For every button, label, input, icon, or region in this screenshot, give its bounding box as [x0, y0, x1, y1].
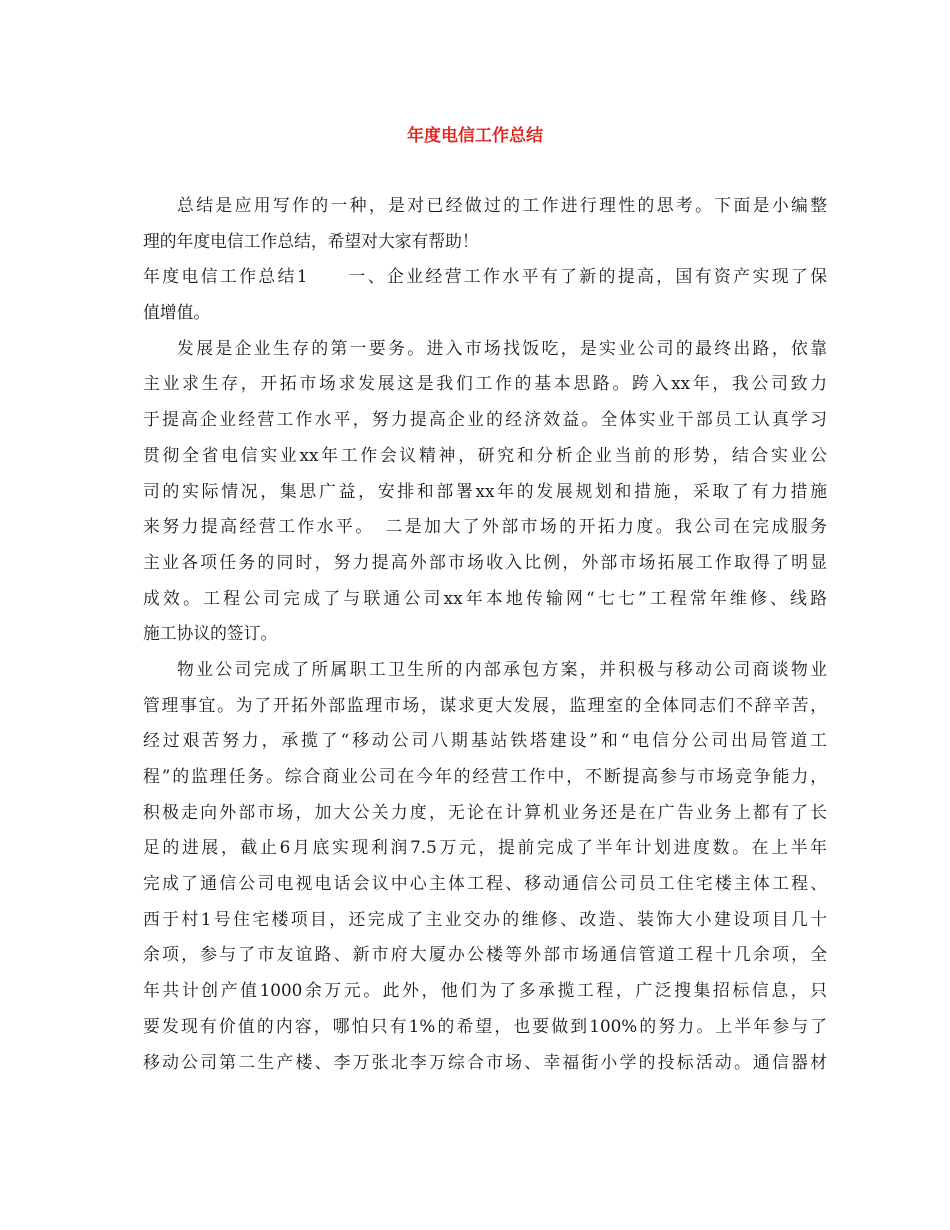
text-line: 成效。工程公司完成了与联通公司xx年本地传输网“七七”工程常年维修、线路	[143, 587, 827, 608]
text-line: 余项，参与了市友谊路、新市府大厦办公楼等外部市场通信管道工程十几余项，全	[143, 944, 827, 965]
text-line: 程”的监理任务。综合商业公司在今年的经营工作中，不断提高参与市场竞争能力，	[143, 766, 827, 786]
text-line: 主业各项任务的同时，努力提高外部市场收入比例，外部市场拓展工作取得了明显	[143, 551, 827, 572]
text-line: 于提高企业经营工作水平，努力提高企业的经济效益。全体实业干部员工认真学习	[143, 409, 827, 430]
text-line: 完成了通信公司电视电话会议中心主体工程、移动通信公司员工住宅楼主体工程、	[143, 873, 827, 894]
text-line: 移动公司第二生产楼、李万张北李万综合市场、幸福街小学的投标活动。通信器材	[143, 1051, 827, 1072]
text-line: 年度电信工作总结1 一、企业经营工作水平有了新的提高，国有资产实现了保	[143, 266, 827, 287]
text-line: 积极走向外部市场，加大公关力度，无论在计算机业务还是在广告业务上都有了长	[143, 801, 827, 822]
text-line: 年共计创产值1000余万元。此外，他们为了多承揽工程，广泛搜集招标信息，只	[143, 980, 827, 1001]
text-line: 施工协议的签订。	[143, 623, 278, 644]
text-line: 值增值。	[143, 302, 211, 323]
document-body	[143, 188, 827, 1080]
text-line: 理的年度电信工作总结，希望对大家有帮助！	[143, 230, 479, 251]
text-line: 西于村1号住宅楼项目，还完成了主业交办的维修、改造、装饰大小建设项目几十	[143, 908, 827, 929]
text-line: 主业求生存，开拓市场求发展这是我们工作的基本思路。跨入xx年，我公司致力	[143, 373, 827, 394]
text-line: 管理事宜。为了开拓外部监理市场，谋求更大发展，监理室的全体同志们不辞辛苦，	[143, 694, 827, 715]
text-line: 贯彻全省电信实业xx年工作会议精神，研究和分析企业当前的形势，结合实业公	[143, 444, 827, 465]
text-line: 司的实际情况，集思广益，安排和部署xx年的发展规划和措施，采取了有力措施	[143, 480, 827, 501]
text-line: 足的进展，截止6月底实现利润7.5万元，提前完成了半年计划进度数。在上半年	[143, 837, 827, 858]
text-line: 物业公司完成了所属职工卫生所的内部承包方案，并积极与移动公司商谈物业	[177, 658, 827, 679]
text-line: 经过艰苦努力，承揽了“移动公司八期基站铁塔建设”和“电信分公司出局管道工	[143, 730, 827, 751]
text-line: 发展是企业生存的第一要务。进入市场找饭吃，是实业公司的最终出路，依靠	[177, 337, 827, 358]
document-title: 年度电信工作总结	[407, 126, 543, 146]
text-line: 要发现有价值的内容，哪怕只有1%的希望，也要做到100%的努力。上半年参与了	[143, 1015, 827, 1036]
text-line: 总结是应用写作的一种，是对已经做过的工作进行理性的思考。下面是小编整	[177, 195, 827, 215]
text-line: 来努力提高经营工作水平。 二是加大了外部市场的开拓力度。我公司在完成服务	[143, 516, 827, 537]
